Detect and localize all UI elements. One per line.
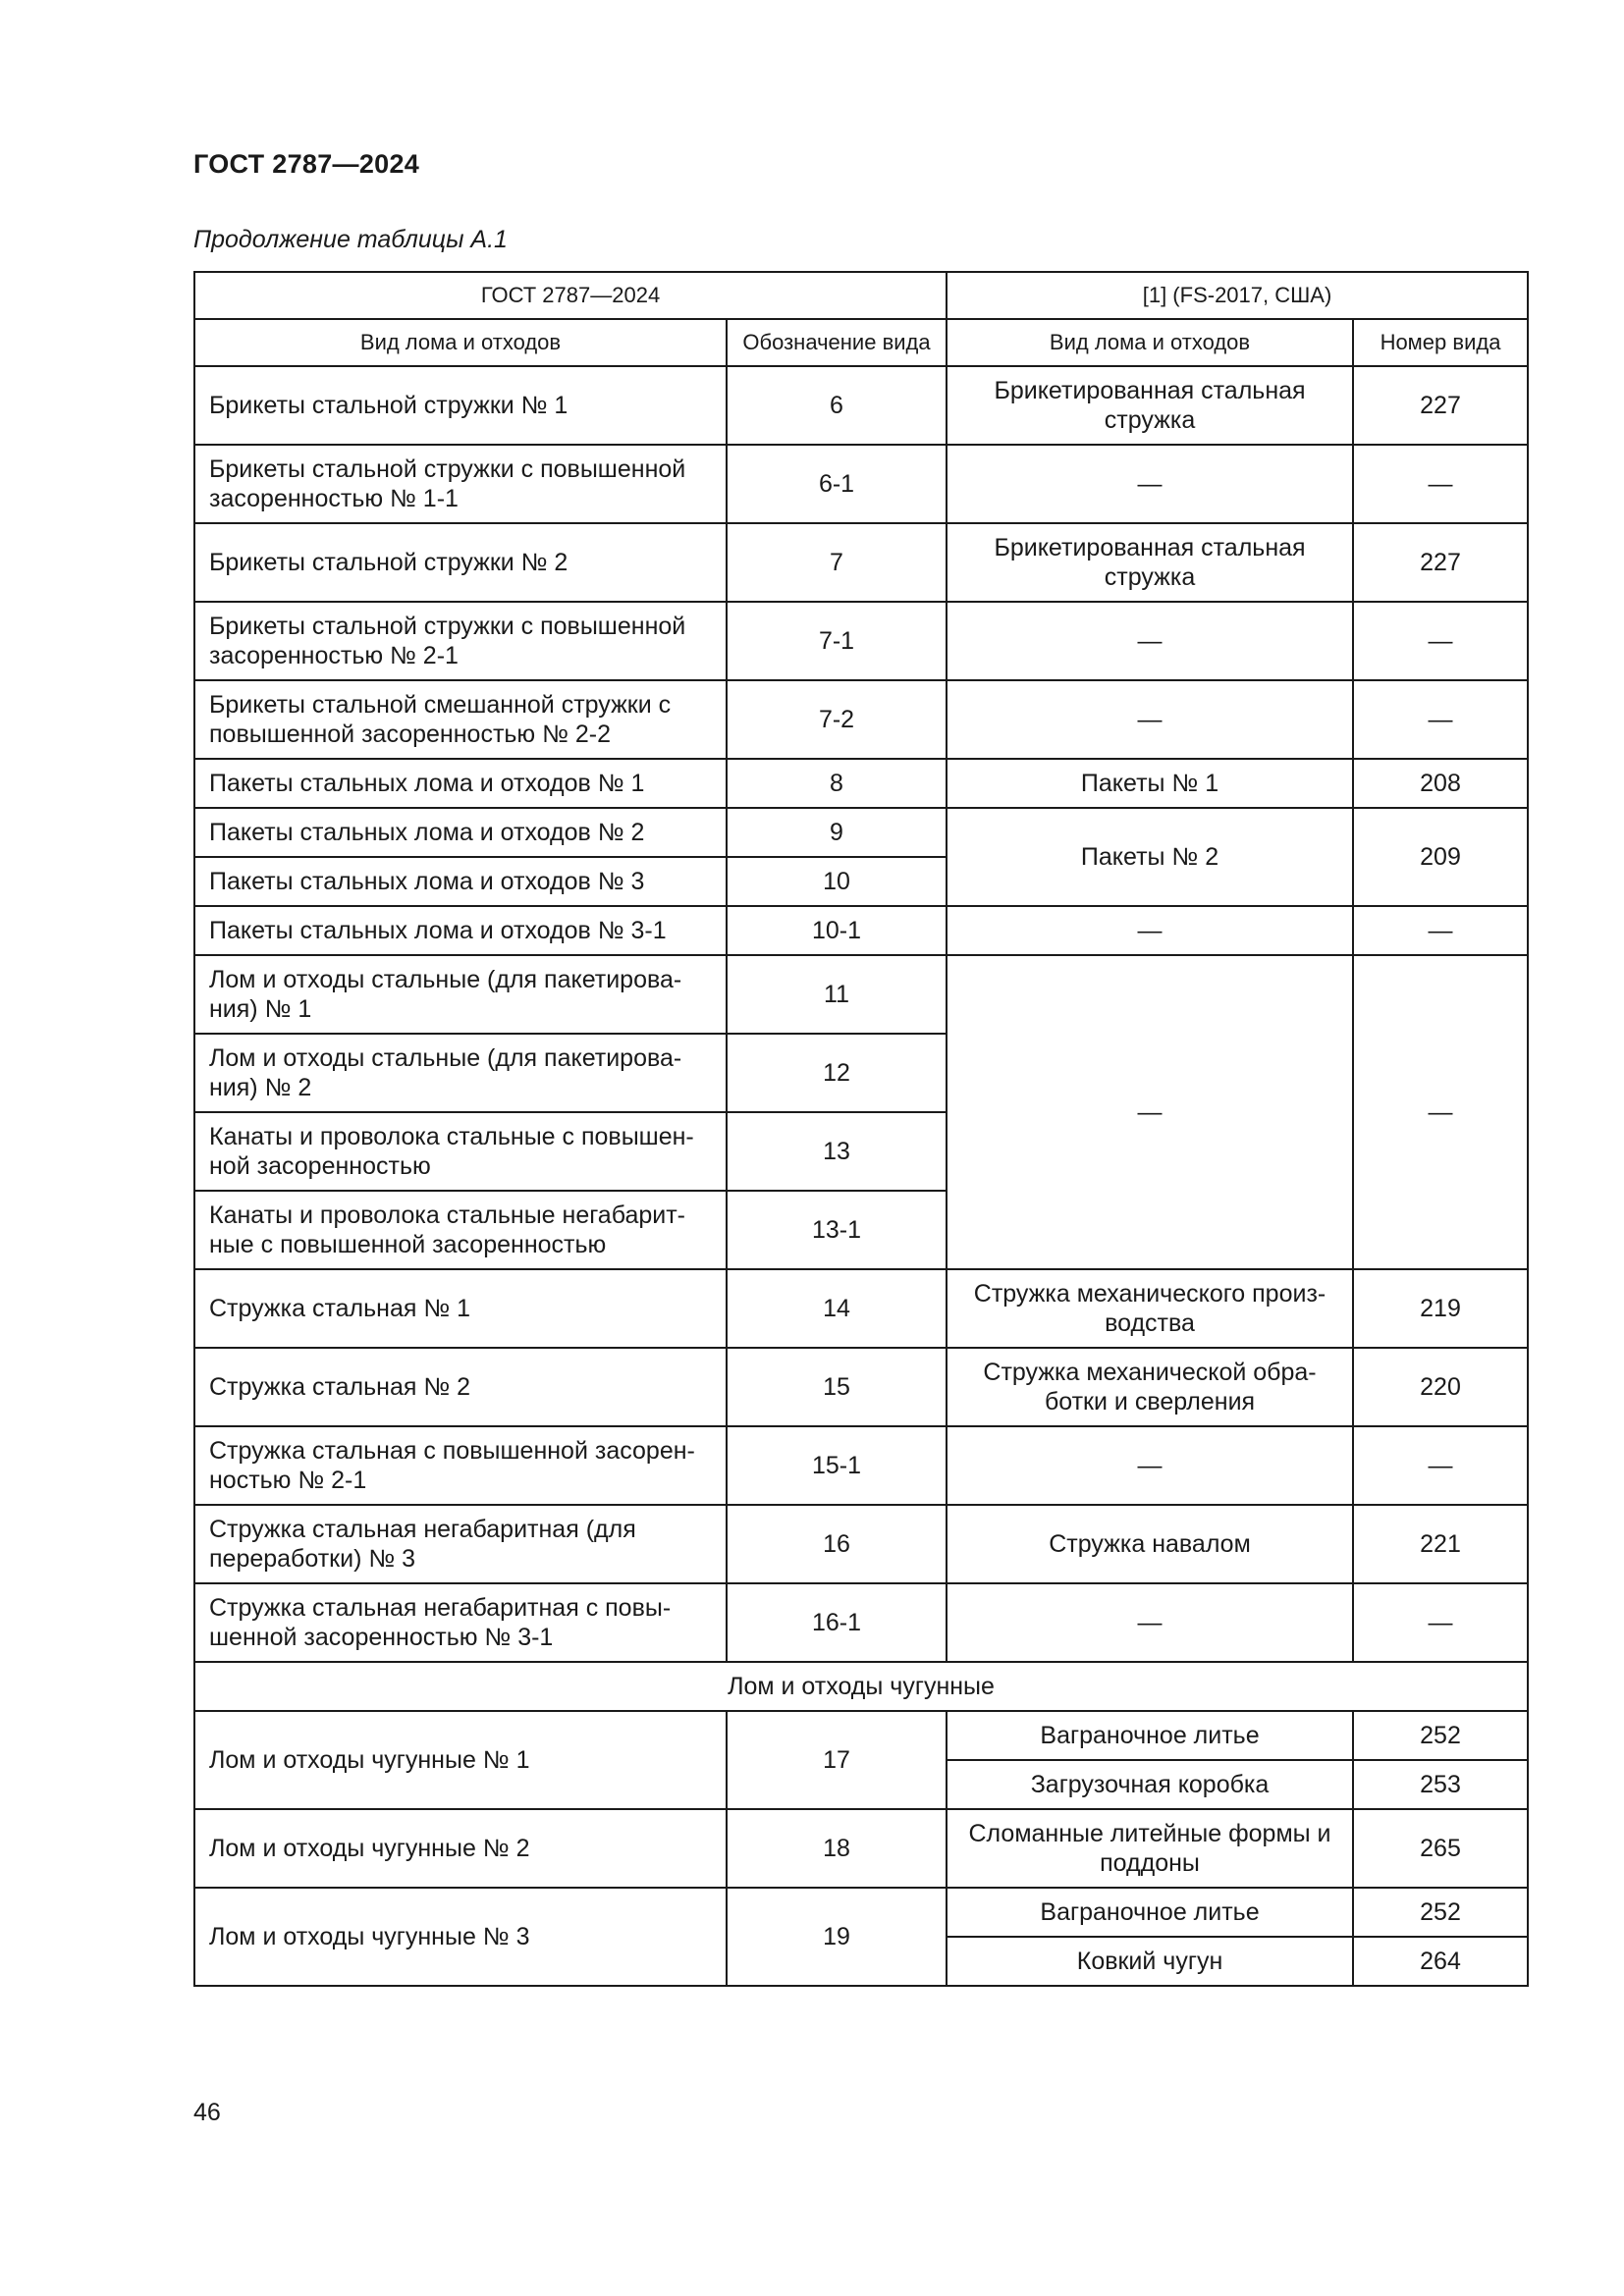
table-row [194, 1269, 1528, 1348]
table-row [194, 1888, 1528, 1937]
cell-fs-number: 264 [1353, 1937, 1528, 1986]
cell-code: 9 [727, 808, 947, 857]
col-header-kind-fs: Вид лома и отходов [947, 319, 1353, 366]
cell-code: 6 [727, 366, 947, 445]
table-row [194, 1505, 1528, 1583]
cell-fs-kind: — [947, 906, 1353, 955]
cell-kind: Пакеты стальных лома и отходов № 3 [194, 857, 727, 906]
section-title-cast-iron: Лом и отходы чугунные [194, 1662, 1528, 1711]
cell-code: 16 [727, 1505, 947, 1583]
cell-fs-number: — [1353, 680, 1528, 759]
cell-code: 8 [727, 759, 947, 808]
cell-code: 19 [727, 1888, 947, 1986]
cell-code: 16-1 [727, 1583, 947, 1662]
table-row [194, 1711, 1528, 1760]
cell-fs-number: — [1353, 955, 1528, 1269]
cell-code: 12 [727, 1034, 947, 1112]
cell-code: 15 [727, 1348, 947, 1426]
table-row [194, 366, 1528, 445]
cell-kind: Лом и отходы стальные (для пакетирова-ния) № 2 [194, 1034, 727, 1112]
cell-kind: Лом и отходы чугунные № 2 [194, 1809, 727, 1888]
cell-fs-kind: — [947, 955, 1353, 1269]
cell-fs-kind: Ковкий чугун [947, 1937, 1353, 1986]
cell-fs-number: — [1353, 602, 1528, 680]
comparison-table [193, 271, 1529, 1987]
cell-fs-number: 252 [1353, 1888, 1528, 1937]
cell-kind: Канаты и проволока стальные с повышен-ной засоренностью [194, 1112, 727, 1191]
cell-code: 6-1 [727, 445, 947, 523]
cell-code: 10 [727, 857, 947, 906]
cell-kind: Лом и отходы стальные (для пакетирова-ния) № 1 [194, 955, 727, 1034]
cell-kind: Брикеты стальной смешанной стружки с повышенной засоренностью № 2-2 [194, 680, 727, 759]
cell-fs-kind: Стружка механической обра-ботки и сверления [947, 1348, 1353, 1426]
table-row [194, 1348, 1528, 1426]
cell-code: 7 [727, 523, 947, 602]
group-header-row [194, 272, 1528, 319]
cell-fs-number: — [1353, 1583, 1528, 1662]
cell-fs-number: 219 [1353, 1269, 1528, 1348]
table-row [194, 602, 1528, 680]
cell-fs-number: 221 [1353, 1505, 1528, 1583]
cell-code: 7-2 [727, 680, 947, 759]
cell-kind: Стружка стальная негабаритная с повы-шенной засоренностью № 3-1 [194, 1583, 727, 1662]
cell-kind: Пакеты стальных лома и отходов № 1 [194, 759, 727, 808]
document-header: ГОСТ 2787—2024 [193, 149, 420, 179]
cell-code: 17 [727, 1711, 947, 1809]
cell-fs-number: 227 [1353, 366, 1528, 445]
section-row [194, 1662, 1528, 1711]
cell-kind: Стружка стальная негабаритная (для переработки) № 3 [194, 1505, 727, 1583]
cell-code: 13 [727, 1112, 947, 1191]
cell-fs-number: — [1353, 445, 1528, 523]
cell-kind: Лом и отходы чугунные № 3 [194, 1888, 727, 1986]
group-header-fs: [1] (FS-2017, США) [947, 272, 1528, 319]
cell-code: 11 [727, 955, 947, 1034]
col-header-kind-gost: Вид лома и отходов [194, 319, 727, 366]
cell-fs-kind: Пакеты № 2 [947, 808, 1353, 906]
page-number: 46 [193, 2099, 221, 2126]
cell-fs-number: 252 [1353, 1711, 1528, 1760]
cell-fs-kind: Сломанные литейные формы и поддоны [947, 1809, 1353, 1888]
cell-fs-kind: Брикетированная стальная стружка [947, 366, 1353, 445]
table-row [194, 1583, 1528, 1662]
cell-kind: Пакеты стальных лома и отходов № 2 [194, 808, 727, 857]
cell-fs-kind: Загрузочная коробка [947, 1760, 1353, 1809]
cell-kind: Стружка стальная № 1 [194, 1269, 727, 1348]
cell-fs-number: — [1353, 1426, 1528, 1505]
cell-code: 14 [727, 1269, 947, 1348]
cell-fs-number: 208 [1353, 759, 1528, 808]
cell-fs-kind: Брикетированная стальная стружка [947, 523, 1353, 602]
cell-fs-kind: Пакеты № 1 [947, 759, 1353, 808]
cell-code: 18 [727, 1809, 947, 1888]
cell-fs-kind: — [947, 602, 1353, 680]
cell-fs-kind: Стружка навалом [947, 1505, 1353, 1583]
table-row [194, 680, 1528, 759]
table-caption: Продолжение таблицы А.1 [193, 226, 508, 253]
cell-code: 15-1 [727, 1426, 947, 1505]
col-header-number: Номер вида [1353, 319, 1528, 366]
cell-kind: Брикеты стальной стружки № 1 [194, 366, 727, 445]
cell-code: 13-1 [727, 1191, 947, 1269]
cell-fs-kind: Ваграночное литье [947, 1711, 1353, 1760]
cell-fs-kind: — [947, 680, 1353, 759]
cell-fs-kind: Ваграночное литье [947, 1888, 1353, 1937]
cell-code: 7-1 [727, 602, 947, 680]
cell-code: 10-1 [727, 906, 947, 955]
table-row [194, 759, 1528, 808]
table-row [194, 808, 1528, 857]
cell-kind: Стружка стальная № 2 [194, 1348, 727, 1426]
cell-fs-number: 253 [1353, 1760, 1528, 1809]
table-row [194, 906, 1528, 955]
column-header-row [194, 319, 1528, 366]
cell-kind: Стружка стальная с повышенной засорен-ностью № 2-1 [194, 1426, 727, 1505]
cell-fs-kind: — [947, 1583, 1353, 1662]
cell-kind: Канаты и проволока стальные негабарит-ные с повышенной засоренностью [194, 1191, 727, 1269]
table-row [194, 955, 1528, 1034]
cell-fs-kind: — [947, 445, 1353, 523]
cell-kind: Лом и отходы чугунные № 1 [194, 1711, 727, 1809]
cell-kind: Брикеты стальной стружки с повышенной засоренностью № 2-1 [194, 602, 727, 680]
cell-fs-number: 227 [1353, 523, 1528, 602]
cell-kind: Брикеты стальной стружки с повышенной засоренностью № 1-1 [194, 445, 727, 523]
cell-fs-kind: — [947, 1426, 1353, 1505]
col-header-code: Обозначение вида [727, 319, 947, 366]
group-header-gost: ГОСТ 2787—2024 [194, 272, 947, 319]
cell-fs-kind: Стружка механического произ-водства [947, 1269, 1353, 1348]
cell-kind: Брикеты стальной стружки № 2 [194, 523, 727, 602]
table-row [194, 1426, 1528, 1505]
cell-fs-number: — [1353, 906, 1528, 955]
cell-fs-number: 265 [1353, 1809, 1528, 1888]
cell-fs-number: 220 [1353, 1348, 1528, 1426]
table-row [194, 523, 1528, 602]
table-row [194, 1809, 1528, 1888]
cell-kind: Пакеты стальных лома и отходов № 3-1 [194, 906, 727, 955]
table-row [194, 445, 1528, 523]
cell-fs-number: 209 [1353, 808, 1528, 906]
